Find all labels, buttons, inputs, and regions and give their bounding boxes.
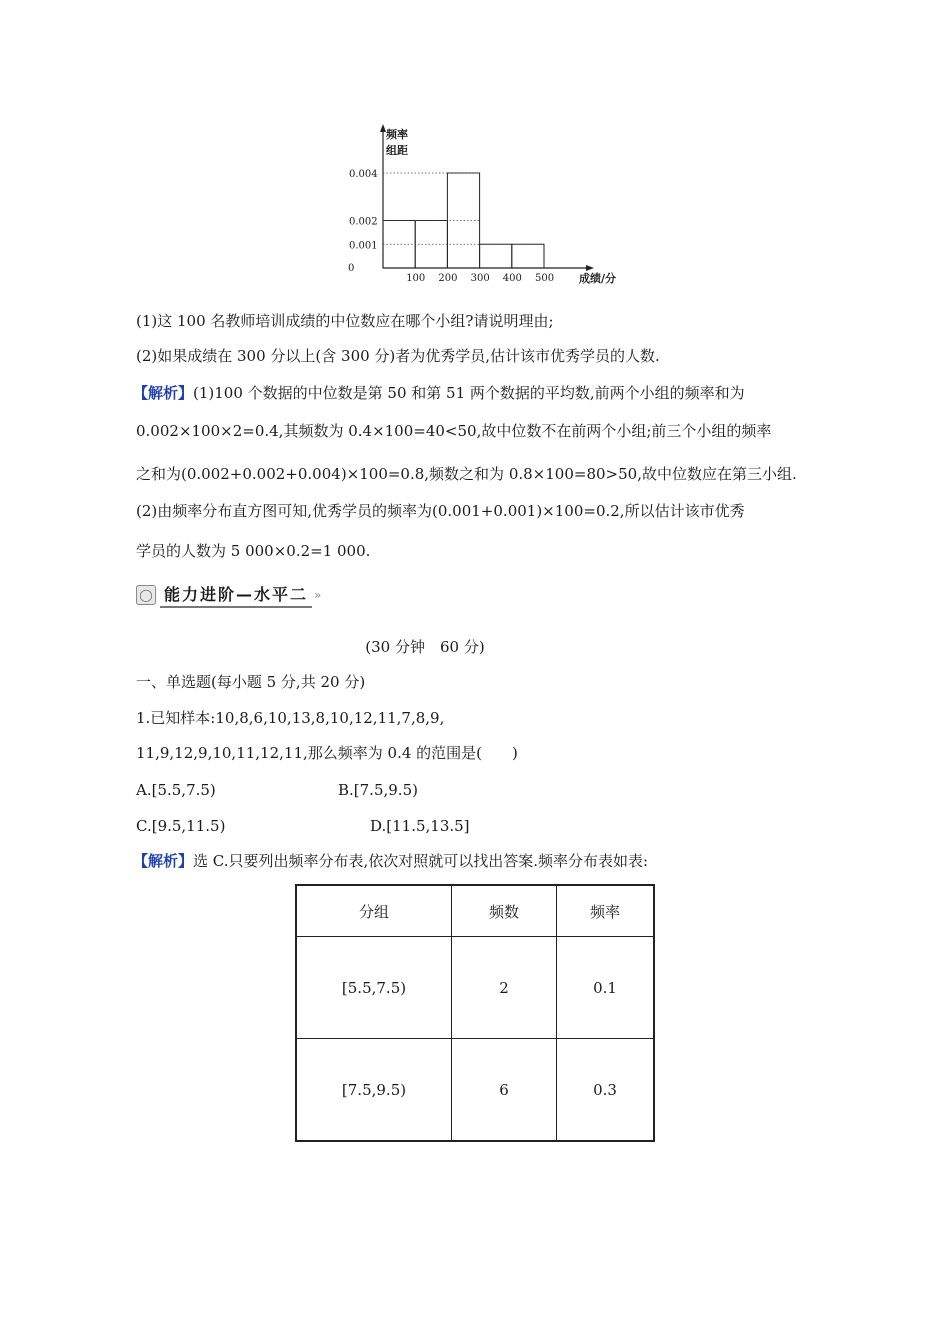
header-frequency: 频率 bbox=[557, 885, 655, 937]
y-tick-label: 0.004 bbox=[349, 169, 378, 180]
solution-2-tag: 【解析】 bbox=[133, 852, 194, 870]
question-2: (2)如果成绩在 300 分以上(含 300 分)者为优秀学员,估计该市优秀学员的人数. bbox=[136, 347, 660, 365]
x-tick-label: 100 bbox=[406, 273, 426, 284]
question-1: (1)这 100 名教师培训成绩的中位数应在哪个小组?请说明理由; bbox=[136, 312, 554, 330]
y-label-top: 频率 bbox=[386, 128, 408, 141]
option-c: C.[9.5,11.5) bbox=[136, 817, 226, 835]
solution-text-1: (1)100 个数据的中位数是第 50 和第 51 两个数据的平均数,前两个小组的频率和为 bbox=[193, 384, 745, 402]
histogram-bar bbox=[480, 244, 512, 268]
cell-count: 2 bbox=[452, 937, 557, 1039]
frequency-histogram bbox=[330, 120, 630, 285]
x-axis-label: 成绩/分 bbox=[579, 272, 617, 285]
solution-line-5: 学员的人数为 5 000×0.2=1 000. bbox=[136, 542, 371, 560]
header-group: 分组 bbox=[296, 885, 452, 937]
y-tick-label: 0.001 bbox=[349, 240, 378, 252]
x-tick-label: 300 bbox=[470, 273, 490, 284]
origin-label: 0 bbox=[348, 263, 355, 274]
y-label-bottom: 组距 bbox=[386, 144, 408, 157]
table-row bbox=[296, 1039, 654, 1142]
cell-frequency: 0.3 bbox=[557, 1039, 655, 1142]
part-heading: 一、单选题(每小题 5 分,共 20 分) bbox=[136, 673, 366, 691]
lightbulb-icon: ◯ bbox=[136, 585, 156, 605]
problem-1-line-2: 11,9,12,9,10,11,12,11,那么频率为 0.4 的范围是( ) bbox=[136, 744, 518, 762]
option-b: B.[7.5,9.5) bbox=[338, 781, 418, 799]
frequency-table bbox=[295, 884, 655, 1142]
cell-frequency: 0.1 bbox=[557, 937, 655, 1039]
y-tick-label: 0.002 bbox=[349, 216, 378, 228]
x-tick-label: 200 bbox=[438, 273, 458, 284]
solution-line-4: (2)由频率分布直方图可知,优秀学员的频率为(0.001+0.001)×100=0.2,所以估计该市优秀 bbox=[136, 502, 745, 520]
solution-2 bbox=[133, 851, 648, 871]
cell-count: 6 bbox=[452, 1039, 557, 1142]
double-arrow-icon: » bbox=[314, 588, 322, 602]
cell-group: [5.5,7.5) bbox=[296, 937, 452, 1039]
problem-1-line-1: 1.已知样本:10,8,6,10,13,8,10,12,11,7,8,9, bbox=[136, 709, 445, 727]
section-title: 能力进阶—水平二 bbox=[160, 582, 312, 608]
solution-tag: 【解析】 bbox=[133, 384, 194, 402]
x-tick-label: 500 bbox=[535, 273, 555, 284]
table-row bbox=[296, 937, 654, 1039]
x-tick-label: 400 bbox=[502, 273, 522, 284]
cell-group: [7.5,9.5) bbox=[296, 1039, 452, 1142]
section-header bbox=[136, 584, 321, 606]
x-axis-arrow bbox=[586, 265, 594, 271]
solution-line-1 bbox=[133, 383, 745, 403]
option-d: D.[11.5,13.5] bbox=[370, 817, 470, 835]
time-score: (30 分钟 60 分) bbox=[365, 638, 485, 656]
option-a: A.[5.5,7.5) bbox=[136, 781, 216, 799]
header-count: 频数 bbox=[452, 885, 557, 937]
solution-2-text: 选 C.只要列出频率分布表,依次对照就可以找出答案.频率分布表如表: bbox=[193, 852, 649, 870]
solution-line-3: 之和为(0.002+0.002+0.004)×100=0.8,频数之和为 0.8×100=80>50,故中位数应在第三小组. bbox=[136, 465, 797, 483]
solution-line-2: 0.002×100×2=0.4,其频数为 0.4×100=40<50,故中位数不在前两个小组;前三个小组的频率 bbox=[136, 422, 772, 440]
histogram-bar bbox=[512, 244, 544, 268]
table-header-row bbox=[296, 885, 654, 937]
